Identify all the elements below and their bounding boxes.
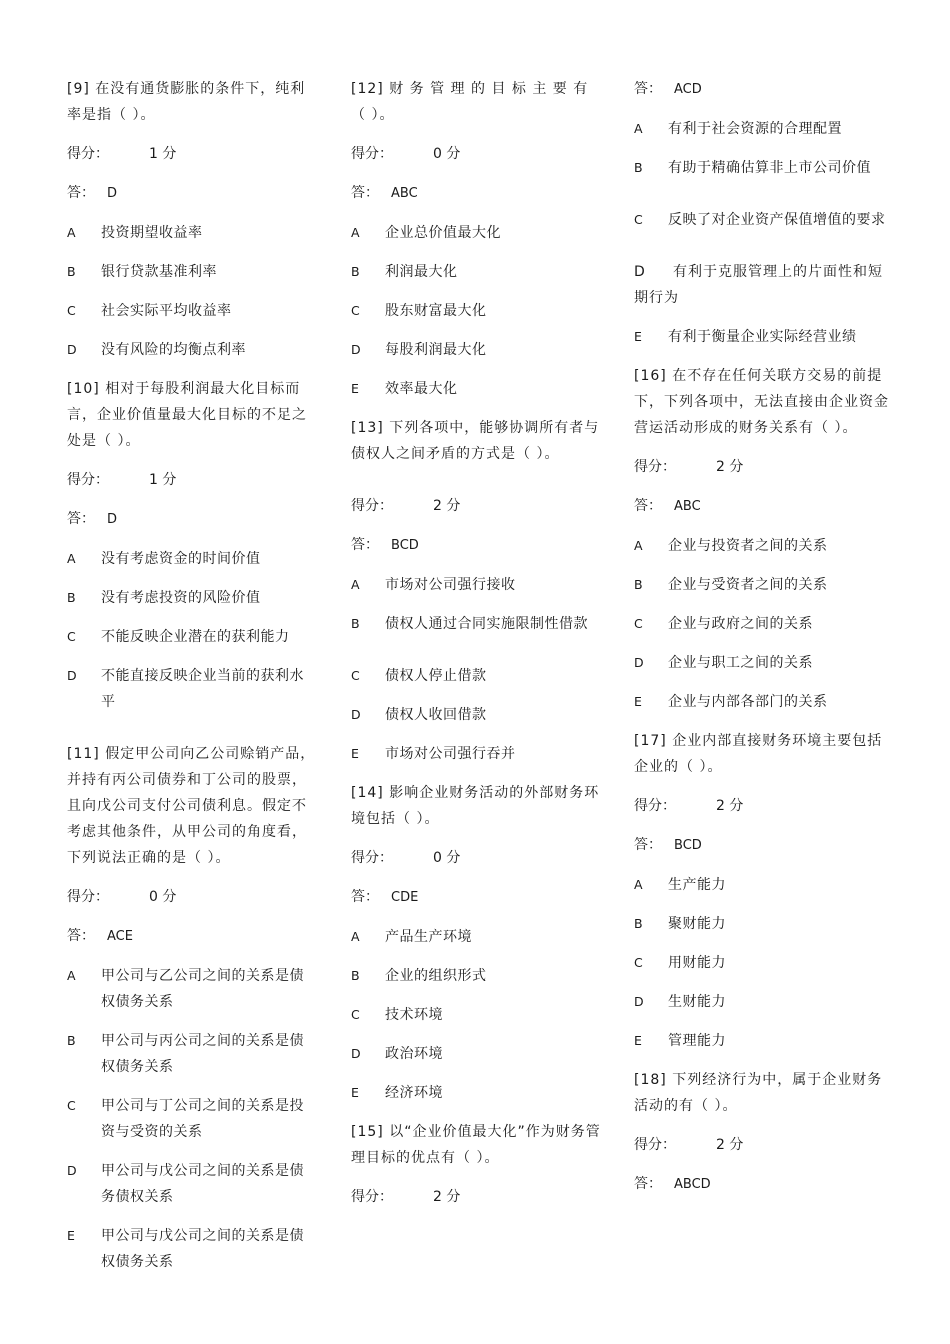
question-17-answer — [634, 832, 892, 859]
option-d: D 没有风险的均衡点利率 — [67, 342, 246, 358]
option-b: B 企业的组织形式 — [351, 968, 487, 984]
spacer — [351, 650, 601, 663]
question-14-score — [351, 845, 601, 871]
answer-value: ABC — [674, 499, 701, 514]
answer-value: ACD — [674, 82, 702, 97]
answer-label: 答： — [634, 81, 662, 97]
question-9-score — [67, 141, 317, 167]
option-c: C 技术环境 — [351, 1007, 443, 1023]
option-d: D 企业与职工之间的关系 — [634, 655, 813, 671]
question-17-text: [17] 企业内部直接财务环境主要包括企业的（ ）。 — [634, 733, 883, 775]
question-13-score — [351, 493, 601, 519]
score-label: 得分： — [351, 146, 393, 162]
answer-value: ACE — [107, 929, 133, 944]
spacer — [351, 480, 601, 493]
question-9-text: [9] 在没有通货膨胀的条件下，纯利率是指（ ）。 — [67, 81, 306, 123]
option-e: E 企业与内部各部门的关系 — [634, 694, 828, 710]
question-17-score — [634, 793, 892, 819]
score-value: 2 分 — [433, 498, 461, 514]
score-label: 得分： — [634, 798, 676, 814]
option-b: B 债权人通过合同实施限制性借款 — [351, 616, 588, 632]
option-a: A 企业与投资者之间的关系 — [634, 538, 828, 554]
score-label: 得分： — [351, 498, 393, 514]
answer-label: 答： — [634, 1176, 662, 1192]
score-value: 0 分 — [433, 146, 461, 162]
question-13-answer — [351, 532, 601, 559]
option-c: C 股东财富最大化 — [351, 303, 487, 319]
option-b: B 甲公司与丙公司之间的关系是债权债务关系 — [67, 1033, 304, 1075]
answer-value: BCD — [391, 538, 419, 553]
option-a: A 产品生产环境 — [351, 929, 472, 945]
option-d: D 生财能力 — [634, 994, 726, 1010]
question-11-score — [67, 884, 317, 910]
question-16-text: [16] 在不存在任何关联方交易的前提下，下列各项中，无法直接由企业资金营运活动形成的财务关系有（ ）。 — [634, 368, 889, 436]
question-11-answer — [67, 923, 317, 950]
option-a: A 投资期望收益率 — [67, 225, 203, 241]
spacer — [67, 728, 317, 741]
answer-label: 答： — [634, 837, 662, 853]
question-12-text: [12] 财 务 管 理 的 目 标 主 要 有 （ ）。 — [351, 81, 589, 123]
option-c: C 企业与政府之间的关系 — [634, 616, 813, 632]
question-11-text: [11] 假定甲公司向乙公司赊销产品，并持有丙公司债券和丁公司的股票，且向戊公司支付公司债利息。假定不考虑其他条件，从甲公司的角度看，下列说法正确的是（ ）。 — [67, 746, 316, 866]
answer-value: ABC — [391, 186, 418, 201]
option-d: D 每股利润最大化 — [351, 342, 487, 358]
option-e: E 市场对公司强行吞并 — [351, 746, 516, 762]
column-3 — [634, 76, 892, 1211]
option-d: D 不能直接反映企业当前的获利水平 — [67, 668, 304, 710]
score-label: 得分： — [351, 850, 393, 866]
option-b: B 企业与受资者之间的关系 — [634, 577, 828, 593]
option-c: C 甲公司与丁公司之间的关系是投资与受资的关系 — [67, 1098, 304, 1140]
score-label: 得分： — [67, 146, 109, 162]
question-18-answer — [634, 1171, 892, 1198]
score-label: 得分： — [634, 1137, 676, 1153]
option-b: B 利润最大化 — [351, 264, 458, 280]
answer-label: 答： — [634, 498, 662, 514]
score-value: 2 分 — [716, 459, 744, 475]
option-a: A 有利于社会资源的合理配置 — [634, 121, 842, 137]
answer-value: CDE — [391, 890, 419, 905]
option-a: A 生产能力 — [634, 877, 726, 893]
answer-label: 答： — [351, 889, 379, 905]
question-15-answer — [634, 76, 892, 103]
question-15-score — [351, 1184, 601, 1210]
option-d: D 债权人收回借款 — [351, 707, 487, 723]
question-9-answer — [67, 180, 317, 207]
option-e: E 甲公司与戊公司之间的关系是债权债务关系 — [67, 1228, 304, 1270]
option-c: C 债权人停止借款 — [351, 668, 487, 684]
score-label: 得分： — [67, 889, 109, 905]
score-label: 得分： — [634, 459, 676, 475]
option-b: B 有助于精确估算非上市公司价值 — [634, 160, 871, 176]
option-c: C 社会实际平均收益率 — [67, 303, 232, 319]
option-e: E 管理能力 — [634, 1033, 726, 1049]
question-12-score — [351, 141, 601, 167]
question-10-score — [67, 467, 317, 493]
question-10-text: [10] 相对于每股利润最大化目标而言，企业价值量最大化目标的不足之处是（ ）。 — [67, 381, 307, 449]
score-value: 0 分 — [433, 850, 461, 866]
question-14-answer — [351, 884, 601, 911]
score-label: 得分： — [351, 1189, 393, 1205]
option-e: E 效率最大化 — [351, 381, 458, 397]
answer-label: 答： — [67, 928, 95, 944]
option-c: C 不能反映企业潜在的获利能力 — [67, 629, 290, 645]
option-b: B 聚财能力 — [634, 916, 726, 932]
question-18-text: [18] 下列经济行为中，属于企业财务活动的有（ ）。 — [634, 1072, 883, 1114]
score-value: 0 分 — [149, 889, 177, 905]
option-d: D 甲公司与戊公司之间的关系是债务债权关系 — [67, 1163, 304, 1205]
option-c: C 用财能力 — [634, 955, 726, 971]
question-16-answer — [634, 493, 892, 520]
option-a: A 企业总价值最大化 — [351, 225, 501, 241]
answer-value: ABCD — [674, 1177, 711, 1192]
question-15-text: [15] 以“企业价值最大化”作为财务管理目标的优点有（ ）。 — [351, 1124, 601, 1166]
answer-label: 答： — [351, 185, 379, 201]
answer-value: D — [107, 186, 118, 201]
question-13-text: [13] 下列各项中，能够协调所有者与债权人之间矛盾的方式是（ ）。 — [351, 420, 600, 462]
score-value: 2 分 — [716, 798, 744, 814]
answer-label: 答： — [67, 511, 95, 527]
question-14-text: [14] 影响企业财务活动的外部财务环境包括（ ）。 — [351, 785, 600, 827]
score-value: 2 分 — [433, 1189, 461, 1205]
column-1 — [67, 76, 317, 1288]
question-10-answer — [67, 506, 317, 533]
option-e: E 经济环境 — [351, 1085, 443, 1101]
score-value: 1 分 — [149, 472, 177, 488]
answer-label: 答： — [351, 537, 379, 553]
question-16-score — [634, 454, 892, 480]
option-e: E 有利于衡量企业实际经营业绩 — [634, 329, 857, 345]
option-a: A 甲公司与乙公司之间的关系是债权债务关系 — [67, 968, 304, 1010]
question-12-answer — [351, 180, 601, 207]
option-c: C 反映了对企业资产保值增值的要求 — [634, 212, 886, 228]
option-b: B 没有考虑投资的风险价值 — [67, 590, 261, 606]
answer-value: BCD — [674, 838, 702, 853]
question-18-score — [634, 1132, 892, 1158]
option-b: B 银行贷款基准利率 — [67, 264, 217, 280]
option-a: A 市场对公司强行接收 — [351, 577, 516, 593]
option-d: D 有利于克服管理上的片面性和短期行为 — [634, 264, 884, 306]
option-a: A 没有考虑资金的时间价值 — [67, 551, 261, 567]
score-value: 2 分 — [716, 1137, 744, 1153]
option-d: D 政治环境 — [351, 1046, 443, 1062]
answer-label: 答： — [67, 185, 95, 201]
score-label: 得分： — [67, 472, 109, 488]
column-2 — [351, 76, 601, 1223]
score-value: 1 分 — [149, 146, 177, 162]
spacer — [634, 246, 892, 259]
spacer — [634, 194, 892, 207]
answer-value: D — [107, 512, 118, 527]
